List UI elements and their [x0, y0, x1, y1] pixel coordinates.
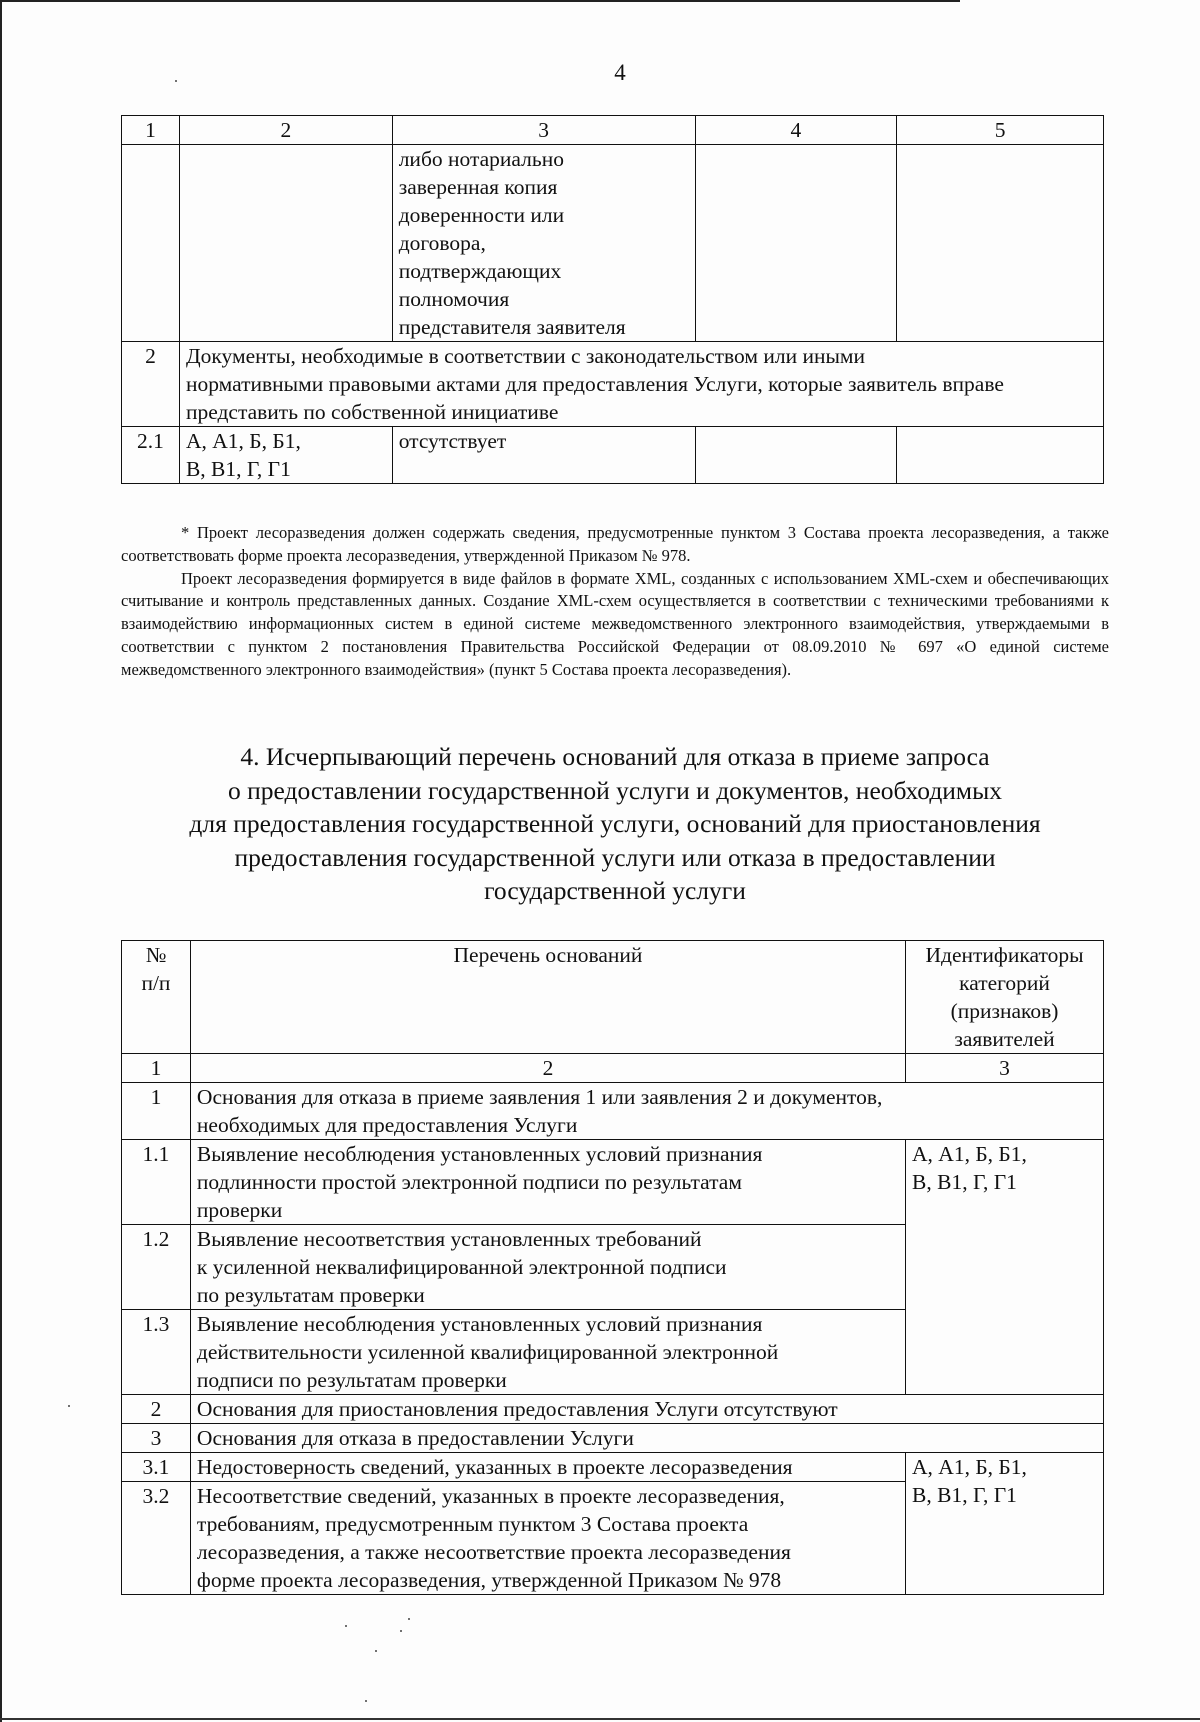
header-cell: 3 [392, 116, 695, 145]
footnotes [121, 522, 1109, 682]
section-title: Документы, необходимые в соответствии с законодательством или иными нормативными правовыми актами для предоставления Услуги, которые заявитель вправе представить по собственной инициативе [179, 342, 1103, 427]
row-text: Основания для отказа в предоставлении Услуги [190, 1424, 1103, 1453]
column-number-row: 1 2 3 [122, 1054, 1104, 1083]
row-text: Основания для приостановления предоставления Услуги отсутствуют [190, 1395, 1103, 1424]
table-header-row [122, 116, 1104, 145]
scan-speck [345, 1625, 347, 1627]
scan-speck [68, 1405, 70, 1407]
row-number: 2 [122, 1395, 191, 1424]
row-text: Недостоверность сведений, указанных в проекте лесоразведения [190, 1453, 905, 1482]
scan-speck [400, 1630, 402, 1632]
header-cell: 5 [897, 116, 1104, 145]
row-text: Выявление несоблюдения установленных условий признания действительности усиленной квалифицированной электронной подписи по результатам проверки [190, 1310, 905, 1395]
footnote-paragraph: * Проект лесоразведения должен содержать сведения, предусмотренные пунктом 3 Состава проекта лесоразведения, а также соответствовать форме проекта лесоразведения, утвержденной Приказом № 978. [121, 523, 1109, 565]
row-number: 3 [122, 1424, 191, 1453]
category-ids: А, А1, Б, Б1, В, В1, Г, Г1 [906, 1140, 1104, 1395]
scan-speck [375, 1650, 377, 1652]
row-text: Выявление несоблюдения установленных условий признания подлинности простой электронной подписи по результатам проверки [190, 1140, 905, 1225]
header-cell: 4 [695, 116, 897, 145]
row-text: Несоответствие сведений, указанных в проекте лесоразведения, требованиям, предусмотренным пунктом 3 Состава проекта лесоразведения, а также несоответствие проекта лесоразведения форме проекта лесоразведения, утвержденной Приказом № 978 [190, 1482, 905, 1595]
scan-edge-left [0, 0, 2, 1722]
row-text: Выявление несоответствия установленных требований к усиленной неквалифицированной электронной подписи по результатам проверки [190, 1225, 905, 1310]
section-row [122, 342, 1104, 427]
document-value: отсутствует [392, 427, 695, 484]
row-number: 2.1 [122, 427, 180, 484]
scan-speck [408, 1618, 410, 1620]
row-number: 3.1 [122, 1453, 191, 1482]
header-list: Перечень оснований [190, 941, 905, 1054]
row-number: 2 [122, 342, 180, 427]
scan-edge-bottom [0, 1718, 1200, 1720]
header-ids: Идентификаторы категорий (признаков) заявителей [906, 941, 1104, 1054]
row-number: 1 [122, 1083, 191, 1140]
section-row [122, 1395, 1104, 1424]
section-heading: 4. Исчерпывающий перечень оснований для отказа в приеме запроса о предоставлении государственной услуги и документов, необходимых для предоставления государственной услуги, оснований для приостановления предоставления государственной услуги или отказа в предоставлении государственной услуги [189, 742, 1041, 905]
table-header-row [122, 941, 1104, 1054]
section-row [122, 1083, 1104, 1140]
category-ids: А, А1, Б, Б1, В, В1, Г, Г1 [906, 1453, 1104, 1595]
table-row [122, 1453, 1104, 1482]
refusal-grounds-table [121, 940, 1104, 1595]
scan-speck [365, 1700, 367, 1702]
table-row [122, 145, 1104, 342]
row-number: 1.1 [122, 1140, 191, 1225]
page-number: 4 [614, 60, 626, 85]
scan-edge-top [0, 0, 960, 2]
row-text: Основания для отказа в приеме заявления 1 или заявления 2 и документов, необходимых для предоставления Услуги [190, 1083, 1103, 1140]
document-description: либо нотариально заверенная копия доверенности или договора, подтверждающих полномочия представителя заявителя [392, 145, 695, 342]
footnote-paragraph: Проект лесоразведения формируется в виде файлов в формате XML, созданных с использованием XML-схем и обеспечивающих считывание и контроль представленных данных. Создание XML-схем осуществляется в соответствии с техническими требованиями к взаимодействию информационных систем в единой системе межведомственного электронного взаимодействия, утверждаемыми в соответствии с пунктом 2 постановления Правительства Российской Федерации от 08.09.2010 № 697 «О единой системе межведомственного электронного взаимодействия» (пункт 5 Состава проекта лесоразведения). [121, 568, 1109, 679]
row-number: 1.3 [122, 1310, 191, 1395]
header-cell: 2 [179, 116, 392, 145]
section-row [122, 1424, 1104, 1453]
documents-table [121, 115, 1104, 484]
header-cell: 1 [122, 116, 180, 145]
table-row [122, 1140, 1104, 1225]
header-num: № п/п [122, 941, 191, 1054]
row-number: 3.2 [122, 1482, 191, 1595]
table-row [122, 427, 1104, 484]
row-number: 1.2 [122, 1225, 191, 1310]
scan-speck [175, 80, 177, 82]
category-ids: А, А1, Б, Б1, В, В1, Г, Г1 [179, 427, 392, 484]
